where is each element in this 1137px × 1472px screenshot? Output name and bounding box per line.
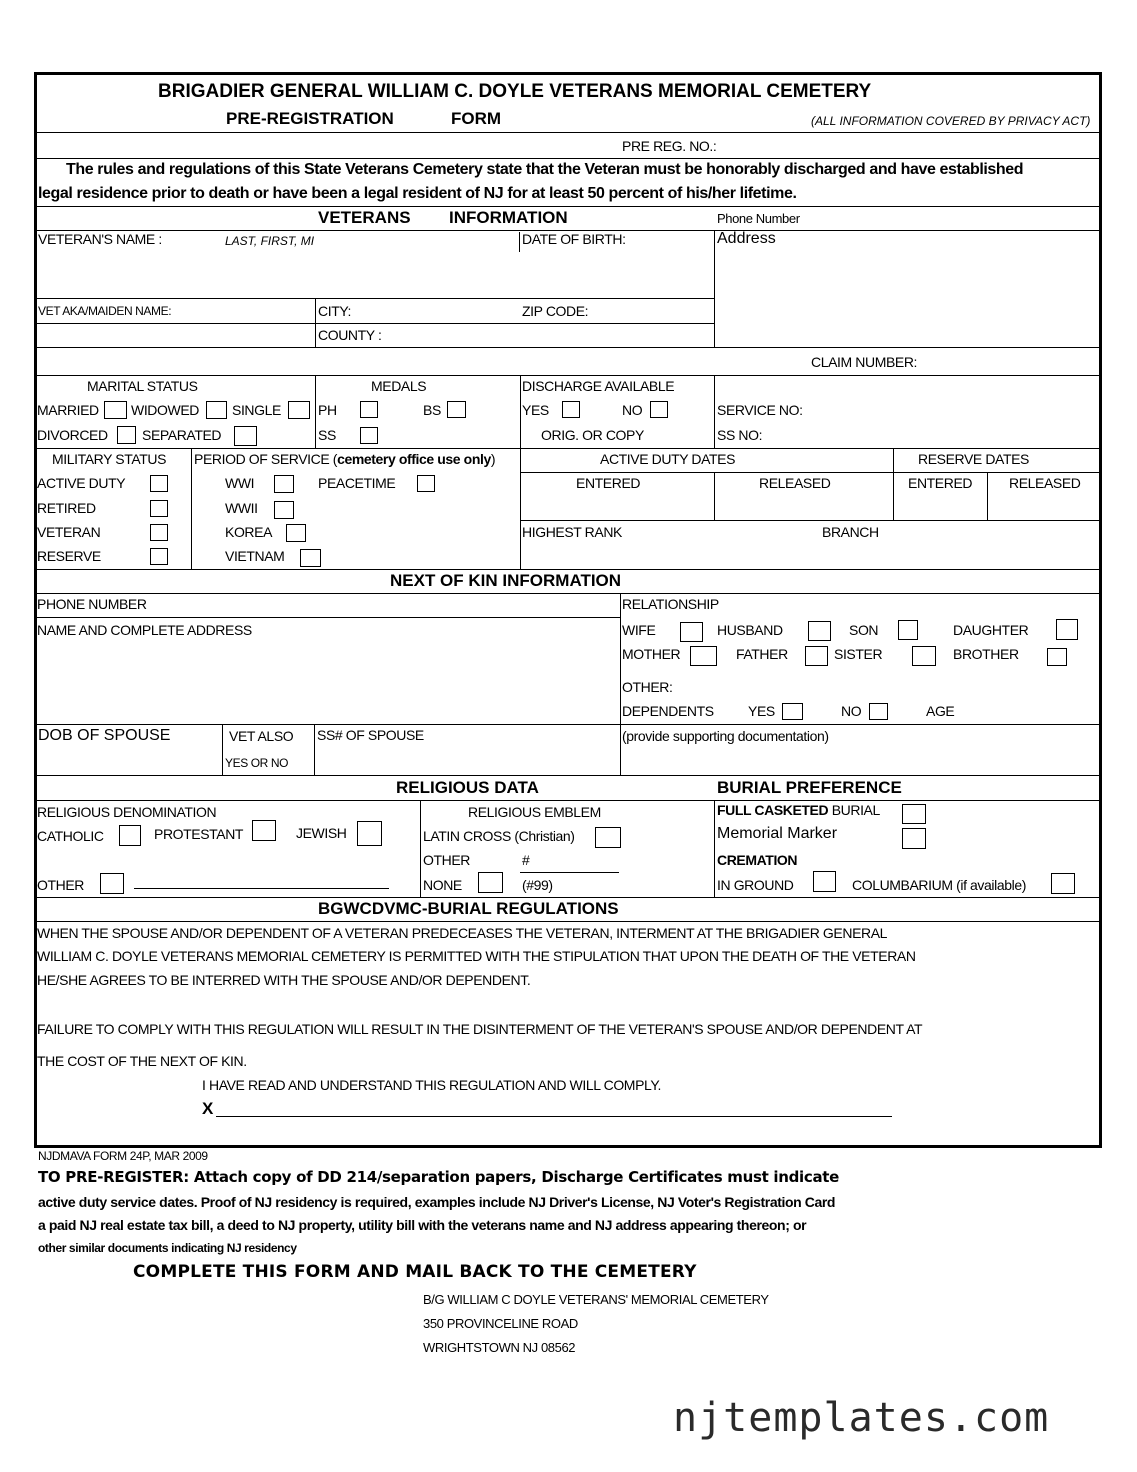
active-duty-label: ACTIVE DUTY (37, 475, 126, 491)
zip-field[interactable]: ZIP CODE: (522, 303, 589, 319)
marital-status-label: MARITAL STATUS (87, 378, 198, 394)
divorced-label: DIVORCED (37, 427, 108, 443)
vietnam-label: VIETNAM (225, 548, 285, 564)
aka-maiden-field[interactable]: VET AKA/MAIDEN NAME: (38, 304, 172, 318)
dob-field[interactable]: DATE OF BIRTH: (522, 231, 626, 247)
denomination-other-label: OTHER (37, 877, 85, 893)
kin-other-field[interactable]: OTHER: (622, 679, 673, 695)
protestant-label: PROTESTANT (154, 826, 244, 842)
rule (714, 472, 715, 520)
husband-label: HUSBAND (717, 622, 783, 638)
divorced-checkbox[interactable] (117, 426, 136, 444)
peacetime-checkbox[interactable] (417, 475, 435, 492)
period-title-prefix: PERIOD OF SERVICE ( (194, 451, 338, 467)
dependents-age-field[interactable]: AGE (926, 703, 955, 719)
active-duty-dates-label: ACTIVE DUTY DATES (600, 451, 736, 467)
medals-label: MEDALS (371, 378, 427, 394)
regulation-paragraph-line3: HE/SHE AGREES TO BE INTERRED WITH THE SPOUSE AND/OR DEPENDENT. (37, 972, 531, 988)
peacetime-label: PEACETIME (318, 475, 396, 491)
rule (315, 298, 316, 347)
wwii-label: WWII (225, 500, 258, 516)
dependents-no-checkbox[interactable] (869, 703, 888, 720)
rule (520, 448, 521, 569)
retired-label: RETIRED (37, 500, 96, 516)
wwi-label: WWI (225, 475, 255, 491)
catholic-label: CATHOLIC (37, 828, 104, 844)
rules-text-line2: legal residence prior to death or have been a legal resident of NJ for at least 50 percent of his/her lifetime. (38, 185, 797, 202)
rule (35, 158, 1102, 159)
active-released-field[interactable]: RELEASED (759, 475, 831, 491)
discharge-no-label: NO (622, 402, 643, 418)
rule (420, 800, 421, 897)
emblem-code-99: (#99) (522, 877, 553, 893)
retired-checkbox[interactable] (150, 500, 168, 517)
reserve-dates-label: RESERVE DATES (918, 451, 1029, 467)
emblem-other-label: OTHER (423, 852, 471, 868)
wife-checkbox[interactable] (680, 622, 703, 642)
catholic-checkbox[interactable] (119, 825, 141, 846)
ph-label: PH (318, 402, 337, 418)
period-of-service-label (194, 452, 495, 466)
pre-register-rest: Attach copy of DD 214/separation papers, Discharge Certificates must indicate (188, 1168, 840, 1186)
husband-checkbox[interactable] (808, 621, 831, 641)
rule (893, 448, 894, 520)
regulation-paragraph-line5: THE COST OF THE NEXT OF KIN. (37, 1053, 247, 1069)
form-id: NJDMAVA FORM 24P, MAR 2009 (38, 1149, 208, 1163)
section-information: INFORMATION (449, 208, 568, 227)
reserve-checkbox[interactable] (150, 548, 168, 565)
section-veterans: VETERANS (318, 208, 411, 227)
emblem-label: RELIGIOUS EMBLEM (468, 804, 601, 820)
rule (35, 617, 620, 618)
dependents-no-label: NO (841, 703, 862, 719)
kin-name-address-field[interactable]: NAME AND COMPLETE ADDRESS (37, 622, 252, 638)
married-label: MARRIED (37, 402, 99, 418)
denomination-other-checkbox[interactable] (100, 873, 124, 894)
korea-checkbox[interactable] (286, 524, 306, 542)
agreement-text: I HAVE READ AND UNDERSTAND THIS REGULATION AND WILL COMPLY. (202, 1077, 661, 1093)
regulation-paragraph-line2: WILLIAM C. DOYLE VETERANS MEMORIAL CEMETERY IS PERMITTED WITH THE STIPULATION THAT UPON THE DEATH OF THE VETERAN (37, 948, 916, 964)
rule (35, 724, 1102, 725)
rule (520, 520, 1102, 521)
separated-checkbox[interactable] (234, 426, 257, 446)
military-status-label: MILITARY STATUS (52, 451, 167, 467)
rule (35, 448, 1102, 449)
emblem-none-label: NONE (423, 877, 462, 893)
korea-label: KOREA (225, 524, 273, 540)
ss-no-field[interactable]: SS NO: (717, 427, 763, 443)
veteran-name-hint: LAST, FIRST, MI (225, 234, 315, 248)
mother-checkbox[interactable] (690, 646, 717, 666)
section-religious-data: RELIGIOUS DATA (396, 778, 539, 797)
sister-label: SISTER (834, 646, 883, 662)
in-ground-label: IN GROUND (717, 877, 794, 893)
wwi-checkbox[interactable] (274, 475, 294, 493)
full-casketed-label (717, 803, 880, 817)
wwii-checkbox[interactable] (274, 501, 294, 519)
ph-checkbox[interactable] (360, 401, 378, 418)
signature-x: X (202, 1099, 214, 1118)
veteran-checkbox[interactable] (150, 524, 168, 541)
rule (35, 323, 715, 324)
form-subtitle: PRE-REGISTRATION (226, 109, 394, 128)
privacy-note: (ALL INFORMATION COVERED BY PRIVACY ACT) (811, 114, 1091, 128)
vietnam-checkbox[interactable] (300, 549, 321, 567)
period-title-suffix: ) (490, 451, 496, 467)
rule (714, 375, 715, 448)
cemetery-address-line3: WRIGHTSTOWN NJ 08562 (423, 1340, 576, 1355)
rule (35, 921, 1102, 922)
dependents-yes-checkbox[interactable] (782, 703, 803, 720)
rule (35, 775, 1102, 776)
dependents-label: DEPENDENTS (622, 703, 714, 719)
discharge-available-label: DISCHARGE AVAILABLE (522, 378, 675, 394)
full-casketed-rest: BURIAL (828, 802, 880, 818)
rule (315, 375, 316, 448)
son-checkbox[interactable] (898, 620, 918, 640)
pre-reg-no-field[interactable]: PRE REG. NO.: (622, 138, 717, 154)
in-ground-checkbox[interactable] (813, 871, 836, 892)
county-field[interactable]: COUNTY : (318, 327, 382, 343)
service-no-field[interactable]: SERVICE NO: (717, 402, 803, 418)
wife-label: WIFE (622, 622, 656, 638)
veteran-label: VETERAN (37, 524, 101, 540)
emblem-number-line[interactable] (520, 872, 619, 873)
orig-or-copy-label: ORIG. OR COPY (541, 427, 644, 443)
rule (714, 230, 715, 347)
ss-medal-label: SS (318, 427, 336, 443)
veteran-name-field[interactable]: VETERAN'S NAME : (38, 231, 162, 247)
address-field[interactable]: Address (717, 230, 776, 247)
city-field[interactable]: CITY: (318, 303, 352, 319)
son-label: SON (849, 622, 879, 638)
form-subtitle-word: FORM (451, 109, 502, 128)
denomination-other-line[interactable] (134, 888, 389, 889)
pre-register-line3: a paid NJ real estate tax bill, a deed to NJ property, utility bill with the veterans name and NJ address appearing thereon; or (38, 1217, 807, 1233)
single-label: SINGLE (232, 402, 281, 418)
widowed-label: WIDOWED (131, 402, 199, 418)
relationship-label: RELATIONSHIP (622, 596, 719, 612)
ss-spouse-field[interactable]: SS# OF SPOUSE (317, 727, 424, 743)
memorial-marker-checkbox[interactable] (902, 828, 926, 849)
rule (35, 347, 1102, 348)
single-checkbox[interactable] (288, 401, 310, 419)
pre-register-line2: active duty service dates. Proof of NJ residency is required, examples include NJ Driver's License, NJ Voter's Registration Card (38, 1194, 836, 1210)
highest-rank-field[interactable]: HIGHEST RANK (522, 524, 622, 540)
protestant-checkbox[interactable] (252, 820, 276, 841)
period-title-bold: cemetery office use only (337, 451, 491, 467)
section-burial-regulations: BGWCDVMC-BURIAL REGULATIONS (318, 899, 619, 918)
married-checkbox[interactable] (104, 401, 127, 419)
rule (191, 448, 192, 569)
pre-register-instructions (38, 1170, 839, 1185)
emblem-none-checkbox[interactable] (478, 872, 503, 893)
discharge-no-checkbox[interactable] (650, 401, 668, 418)
rule (520, 472, 1102, 473)
columbarium-label: COLUMBARIUM (if available) (852, 877, 1026, 893)
jewish-checkbox[interactable] (357, 821, 382, 846)
pre-register-line4: other similar documents indicating NJ residency (38, 1241, 297, 1255)
form-title: BRIGADIER GENERAL WILLIAM C. DOYLE VETERANS MEMORIAL CEMETERY (158, 81, 872, 102)
rule (714, 800, 715, 897)
ss-medal-checkbox[interactable] (360, 427, 378, 444)
discharge-yes-checkbox[interactable] (562, 401, 580, 418)
yes-or-no-field[interactable]: YES OR NO (225, 756, 289, 770)
rule (987, 472, 988, 520)
reserve-entered-field[interactable]: ENTERED (908, 475, 973, 491)
section-burial-preference: BURIAL PREFERENCE (717, 778, 902, 797)
rule (35, 897, 1102, 898)
regulation-paragraph-line4: FAILURE TO COMPLY WITH THIS REGULATION WILL RESULT IN THE DISINTERMENT OF THE VETERAN'S SPOUSE AND/OR DEPENDENT AT (37, 1021, 923, 1037)
denomination-label: RELIGIOUS DENOMINATION (37, 804, 217, 820)
supporting-doc-note: (provide supporting documentation) (622, 728, 829, 744)
rule (222, 724, 223, 775)
kin-phone-field[interactable]: PHONE NUMBER (37, 596, 147, 612)
phone-number-field[interactable]: Phone Number (717, 211, 800, 226)
rule (35, 132, 1102, 133)
rule (35, 800, 1102, 801)
watermark: njtemplates.com (673, 1395, 1050, 1441)
brother-label: BROTHER (953, 646, 1019, 662)
full-casketed-checkbox[interactable] (902, 804, 926, 824)
widowed-checkbox[interactable] (206, 401, 227, 419)
regulation-paragraph-line1: WHEN THE SPOUSE AND/OR DEPENDENT OF A VETERAN PREDECEASES THE VETERAN, INTERMENT AT THE BRIGADIER GENERAL (37, 925, 888, 941)
dependents-yes-label: YES (748, 703, 775, 719)
bs-checkbox[interactable] (447, 401, 466, 418)
cemetery-address-line1: B/G WILLIAM C DOYLE VETERANS' MEMORIAL CEMETERY (423, 1292, 769, 1307)
pre-register-bold: TO PRE-REGISTER: (38, 1168, 189, 1186)
sister-checkbox[interactable] (912, 646, 936, 666)
reserve-label: RESERVE (37, 548, 101, 564)
columbarium-checkbox[interactable] (1051, 873, 1075, 894)
father-label: FATHER (736, 646, 788, 662)
discharge-yes-label: YES (522, 402, 549, 418)
rules-text-line1: The rules and regulations of this State Veterans Cemetery state that the Veteran must be honorably discharged and have established (66, 161, 1024, 178)
memorial-marker-label: Memorial Marker (717, 825, 838, 842)
daughter-label: DAUGHTER (953, 622, 1029, 638)
active-duty-checkbox[interactable] (150, 475, 168, 492)
daughter-checkbox[interactable] (1056, 619, 1078, 640)
latin-cross-checkbox[interactable] (595, 827, 621, 848)
full-casketed-bold: FULL CASKETED (717, 802, 829, 818)
father-checkbox[interactable] (805, 646, 828, 666)
claim-number-field[interactable]: CLAIM NUMBER: (811, 354, 918, 370)
rule (35, 593, 1102, 594)
signature-line[interactable] (216, 1116, 892, 1117)
mother-label: MOTHER (622, 646, 681, 662)
dob-spouse-field[interactable]: DOB OF SPOUSE (38, 727, 171, 744)
jewish-label: JEWISH (296, 825, 347, 841)
rule (519, 232, 520, 252)
mail-instruction: COMPLETE THIS FORM AND MAIL BACK TO THE CEMETERY (133, 1262, 697, 1282)
emblem-hash-label: # (522, 852, 530, 868)
active-entered-field[interactable]: ENTERED (576, 475, 641, 491)
branch-field[interactable]: BRANCH (822, 524, 879, 540)
reserve-released-field[interactable]: RELEASED (1009, 475, 1081, 491)
rule (314, 724, 315, 775)
cemetery-address-line2: 350 PROVINCELINE ROAD (423, 1316, 578, 1331)
rule (35, 206, 1102, 207)
rule (620, 593, 621, 775)
rule (35, 375, 1102, 376)
brother-checkbox[interactable] (1047, 648, 1067, 666)
section-next-of-kin: NEXT OF KIN INFORMATION (390, 571, 622, 590)
latin-cross-label: LATIN CROSS (Christian) (423, 828, 575, 844)
rule (520, 375, 521, 448)
separated-label: SEPARATED (142, 427, 222, 443)
rule (35, 569, 1102, 570)
rule (35, 298, 715, 299)
vet-also-label: VET ALSO (229, 728, 294, 744)
bs-label: BS (423, 402, 441, 418)
cremation-label: CREMATION (717, 852, 798, 868)
